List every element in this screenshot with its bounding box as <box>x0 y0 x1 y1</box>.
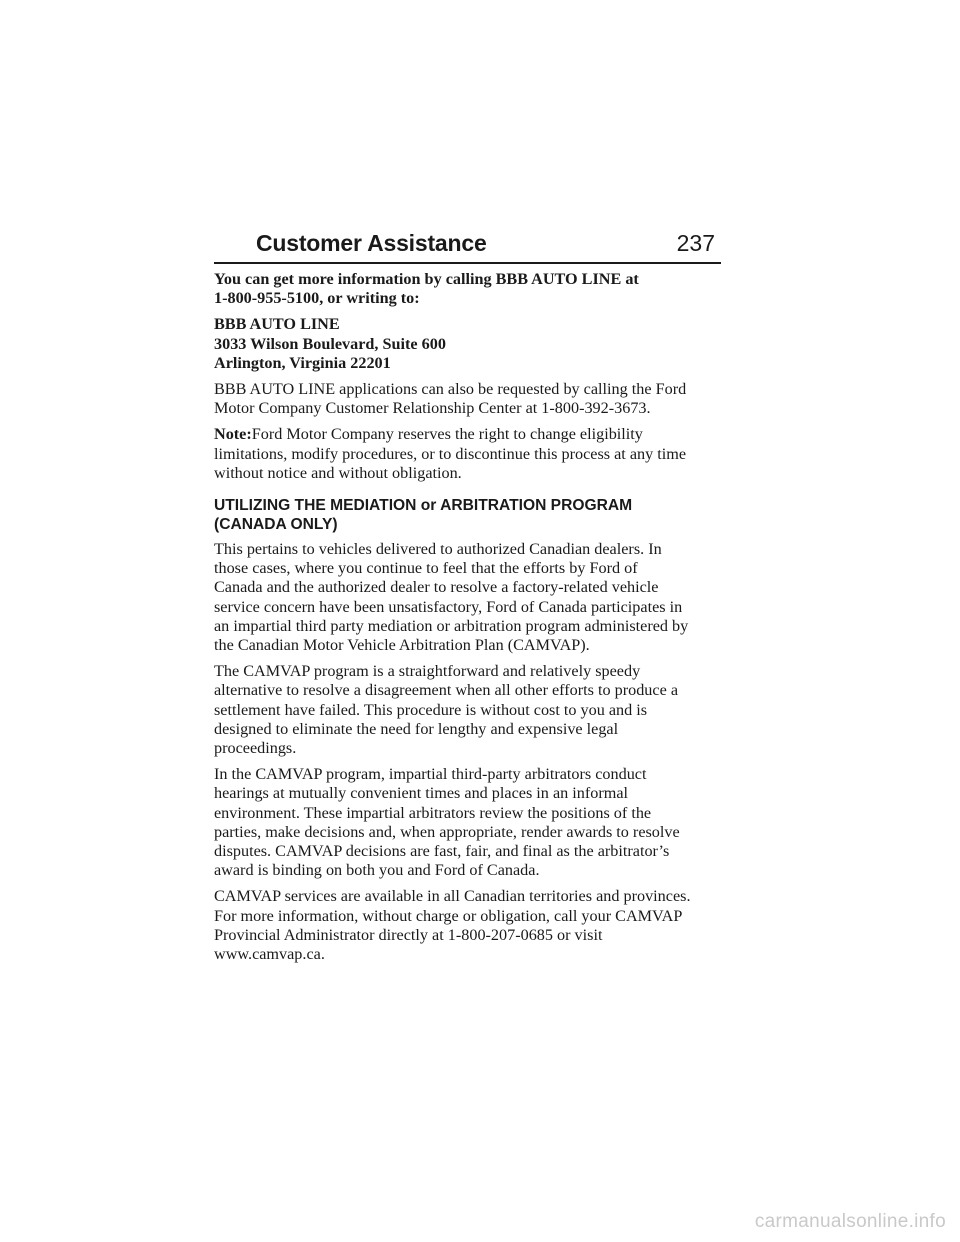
section-heading <box>214 496 734 534</box>
canada-paragraph <box>214 540 734 655</box>
paragraph-line: settlement have failed. This procedure is without cost to you and is <box>214 700 648 719</box>
camvap-services-paragraph <box>214 887 734 964</box>
page-number: 237 <box>676 230 715 256</box>
address-line: Arlington, Virginia 22201 <box>214 353 391 372</box>
paragraph-line: hearings at mutually convenient times and places in an informal <box>214 784 629 803</box>
intro-line: You can get more information by calling BBB AUTO LINE at <box>214 270 639 288</box>
paragraph-line: The CAMVAP program is a straightforward and relatively speedy <box>214 662 641 681</box>
arbitrators-paragraph <box>214 765 734 880</box>
section-title: Customer Assistance <box>256 230 487 256</box>
heading-line: UTILIZING THE MEDIATION or ARBITRATION PROGRAM <box>214 497 633 515</box>
paragraph-line: parties, make decisions and, when appropriate, render awards to resolve <box>214 822 680 841</box>
note-first-line <box>214 425 734 444</box>
page-content <box>214 270 734 971</box>
note-text: Ford Motor Company reserves the right to change eligibility <box>251 425 643 444</box>
applications-paragraph <box>214 380 734 418</box>
paragraph-line: award is binding on both you and Ford of Canada. <box>214 861 540 880</box>
paragraph-line: proceedings. <box>214 739 297 758</box>
paragraph-line: an impartial third party mediation or arbitration program administered by <box>214 616 689 635</box>
paragraph-line: disputes. CAMVAP decisions are fast, fair, and final as the arbitrator’s <box>214 842 670 861</box>
paragraph-line: BBB AUTO LINE applications can also be requested by calling the Ford <box>214 380 687 399</box>
address-line: 3033 Wilson Boulevard, Suite 600 <box>214 334 446 353</box>
paragraph-line: www.camvap.ca. <box>214 945 325 964</box>
intro-line: 1-800-955-5100, or writing to: <box>214 289 420 308</box>
heading-line: (CANADA ONLY) <box>214 516 338 534</box>
paragraph-line: For more information, without charge or obligation, call your CAMVAP <box>214 906 683 925</box>
paragraph-line: environment. These impartial arbitrators review the positions of the <box>214 803 652 822</box>
address-block <box>214 315 734 373</box>
paragraph-line: In the CAMVAP program, impartial third-party arbitrators conduct <box>214 765 647 784</box>
paragraph-line: This pertains to vehicles delivered to authorized Canadian dealers. In <box>214 540 662 559</box>
paragraph-line: the Canadian Motor Vehicle Arbitration Plan (CAMVAP). <box>214 636 590 655</box>
intro-paragraph <box>214 270 734 308</box>
note-paragraph <box>214 425 734 483</box>
paragraph-line: alternative to resolve a disagreement when all other efforts to produce a <box>214 681 679 700</box>
paragraph-line: designed to eliminate the need for lengthy and expensive legal <box>214 719 619 738</box>
paragraph-line: Provincial Administrator directly at 1-800-207-0685 or visit <box>214 925 603 944</box>
paragraph-line: those cases, where you continue to feel that the efforts by Ford of <box>214 559 638 578</box>
paragraph-line: service concern have been unsatisfactory, Ford of Canada participates in <box>214 597 683 616</box>
watermark-text: carmanualsonline.info <box>754 1211 946 1232</box>
paragraph-line: limitations, modify procedures, or to discontinue this process at any time <box>214 444 687 463</box>
address-line: BBB AUTO LINE <box>214 315 340 334</box>
paragraph-line: CAMVAP services are available in all Canadian territories and provinces. <box>214 887 691 906</box>
paragraph-line: Canada and the authorized dealer to resolve a factory-related vehicle <box>214 578 659 597</box>
page-header <box>214 228 721 264</box>
paragraph-line: Motor Company Customer Relationship Center at 1-800-392-3673. <box>214 399 651 418</box>
paragraph-line: without notice and without obligation. <box>214 463 462 482</box>
note-label: Note: <box>214 425 252 444</box>
camvap-program-paragraph <box>214 662 734 758</box>
